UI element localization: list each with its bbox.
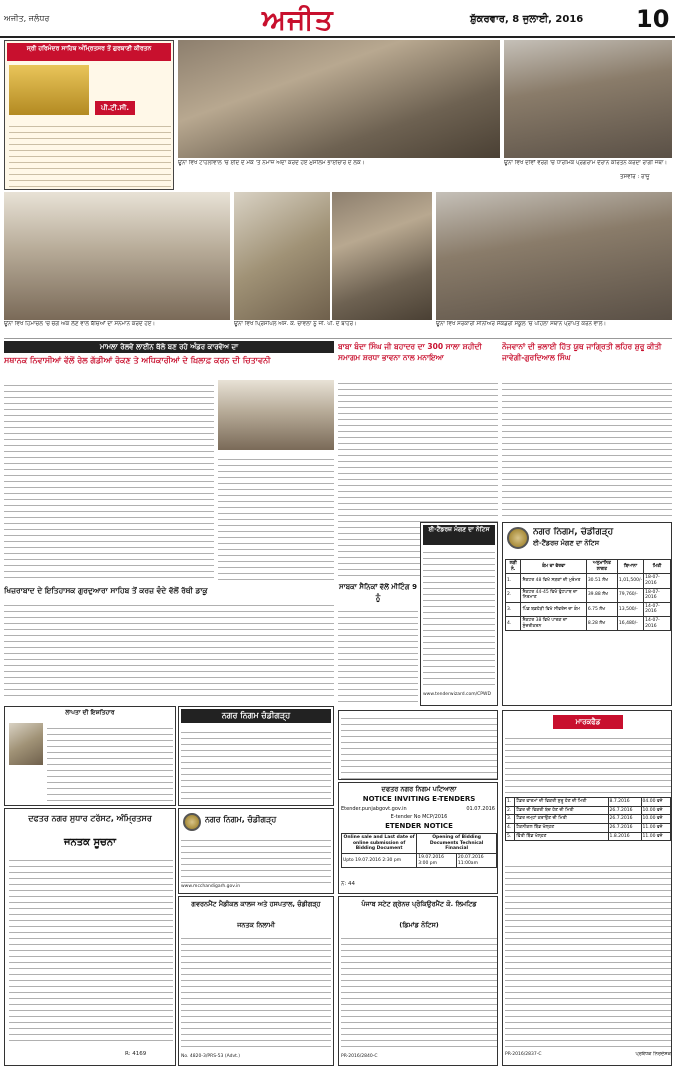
emblem-icon	[183, 813, 201, 831]
table-cell	[456, 853, 496, 867]
nagar-nigam-title: ਨਗਰ ਨਿਗਮ, ਚੰਡੀਗੜ੍ਹ	[533, 527, 614, 537]
table-cell	[417, 853, 457, 867]
article-3-headline: ਨੌਜਵਾਨਾਂ ਦੀ ਭਲਾਈ ਹਿੱਤ ਯੂਥ ਜਾਗ੍ਰਿਤੀ ਲਹਿਰ ਸ਼ੁਰੂ ਕੀਤੀ ਜਾਵੇਗੀ-ਗੁਰਦਿਆਲ ਸਿੰਘ	[502, 342, 662, 362]
medical-no: No. 4820-3/PRS-53 (Advt.)	[181, 1054, 241, 1059]
medical-sub: ਜਨਤਕ ਨਿਲਾਮੀ	[237, 921, 275, 929]
misc-notice-body	[341, 713, 497, 779]
caption-kirtan: ਊਨਾ ਵਿਖੇ ਦੀਵਾਂ ਵਰਗ 'ਚ ਧਾਰਮਿਕ ਪ੍ਰੋਗਰਾਮ ਦੌਰਾਨ ਕੀਰਤਨ ਕਰਦਾ ਰਾਗੀ ਜਥਾ।	[504, 160, 668, 166]
photo-eid-namaz	[178, 40, 500, 158]
patiala-site: Etender.punjabgovt.gov.in	[341, 806, 407, 812]
page-number: 10	[636, 5, 670, 33]
table-row	[506, 588, 671, 602]
table-cell: 16,480/-	[617, 617, 643, 631]
table-row	[506, 798, 671, 807]
table-cell: 3.	[506, 602, 521, 616]
caption-students-1: ਊਨਾ ਵਿਖੇ ਹਿਮਾਚਲ 'ਚ ਚੰਗੇ ਅੰਕ ਲੈਣ ਵਾਲੇ ਬੱਚਿਆਂ ਦਾ ਸਨਮਾਨ ਕਰਦੇ ਹੋਏ।	[4, 321, 156, 327]
table-cell: 04.00 ਵਜੇ	[641, 798, 670, 807]
table-cell: 5.	[506, 832, 515, 841]
nagar-nigam-3-body	[181, 835, 331, 883]
article-1-kicker: ਮਾਮਲਾ ਰੇਲਵੇ ਲਾਈਨ ਥੱਲੇ ਬਣ ਰਹੇ ਅੰਡਰ ਕਾਰਵੇਅ ਦਾ	[4, 341, 334, 353]
table-cell: ਸੈਕਟਰ 38 ਵਿਖੇ ਪਾਰਕ ਦਾ ਸੁੰਦਰੀਕਰਨ	[521, 617, 586, 631]
cpwd-tender-web: www.tenderwizard.com/CPWD	[423, 692, 491, 697]
grains-ad	[338, 896, 498, 1066]
table-header-cell: ਲੜੀ ਨੰ.	[506, 560, 521, 574]
patiala-etender-ad	[338, 782, 498, 894]
patiala-ro: ਨੰ: 44	[341, 881, 356, 887]
table-header	[506, 560, 671, 574]
caption-eid-namaz: ਊਨਾ ਵਿਖੇ ਟਾਹਲੀਵਾਲ 'ਚ ਈਦ ਦੇ ਮੌਕੇ 'ਤੇ ਨਮਾਜ਼ ਅਦਾ ਕਰਦੇ ਹੋਏ ਮੁਸਲਿਮ ਭਾਈਚਾਰੇ ਦੇ ਲੋਕ।	[178, 160, 365, 166]
table-cell: 26.7.2016	[608, 823, 641, 832]
photo-meeting	[332, 192, 432, 320]
table-cell: 8.7.2016	[608, 798, 641, 807]
nagar-nigam-3-web: www.mcchandigarh.gov.in	[181, 884, 241, 889]
table-cell: 10.00 ਵਜੇ	[641, 806, 670, 815]
markfed-logo: ਮਾਰਕਫੈਡ	[553, 715, 623, 729]
patiala-time-1: 2:30 pm	[382, 857, 402, 863]
photo-principal	[234, 192, 330, 320]
table-cell: ਸੈਕਟਰ 44-45 ਵਿਖੇ ਫੁੱਟਪਾਥ ਦਾ ਨਿਰਮਾਣ	[521, 588, 586, 602]
patiala-no: E-tender No MCP/2016	[390, 814, 448, 820]
nagar-nigam-subtitle: ਈ-ਟੈਂਡਰਜ਼ ਮੰਗਣ ਦਾ ਨੋਟਿਸ	[533, 539, 600, 547]
table-cell: 39.88 ਲੱਖ	[586, 588, 617, 602]
patiala-date-1: 19.07.2016	[418, 854, 444, 860]
caption-kirtan-credit: ਤਸਵੀਰ : ਰਾਜੂ	[620, 174, 650, 180]
cpwd-tender-body	[423, 547, 495, 687]
janatak-suchna: ਜਨਤਕ ਸੂਚਨਾ	[64, 837, 116, 848]
markfed-sign: ਪ੍ਰਬੰਧਕ ਨਿਰਦੇਸ਼ਕ	[635, 1051, 671, 1057]
cpwd-tender-ad	[420, 522, 498, 706]
table-header	[342, 834, 497, 854]
table-row	[342, 853, 497, 867]
photo-school-toppers	[436, 192, 672, 320]
table-cell: ਸੈਕਟਰ 48 ਵਿਖੇ ਸੜਕਾਂ ਦੀ ਮੁਰੰਮਤ	[521, 574, 586, 588]
missing-body	[47, 723, 173, 803]
article-1-photo	[218, 380, 334, 450]
masthead-city: ਅਜੀਤ, ਜਲੰਧਰ	[4, 14, 50, 23]
markfed-ad	[502, 710, 672, 1066]
table-cell: 8.28 ਲੱਖ	[586, 617, 617, 631]
table-cell: 26.7.2016	[608, 806, 641, 815]
medical-body	[181, 933, 331, 1051]
cpwd-tender-title: ਈ-ਟੈਂਡਰਜ਼ ਮੰਗਣ ਦਾ ਨੋਟਿਸ	[423, 525, 495, 545]
table-cell: 2.	[506, 588, 521, 602]
nagar-nigam-2-ad	[178, 706, 334, 806]
table-header-cell: ਮਿਤੀ	[644, 560, 671, 574]
table-cell: ਵਿੱਤੀ ਬਿੱਡ ਖੋਲ੍ਹਣ	[515, 832, 608, 841]
markfed-table-wrap	[505, 797, 671, 857]
tender-table	[505, 559, 671, 631]
article-1-body	[4, 380, 214, 580]
table-cell: ਪਿੰਡ ਬਡਹੇੜੀ ਵਿਖੇ ਸੀਵਰੇਜ ਦਾ ਕੰਮ	[521, 602, 586, 616]
table-cell: 10.00 ਵਜੇ	[641, 815, 670, 824]
photo-students-1	[4, 192, 230, 320]
table-cell: 26.7.2016	[608, 815, 641, 824]
table-cell: ਟੈਂਡਰ ਫਾਰਮਾਂ ਦੀ ਵਿਕਰੀ ਸ਼ੁਰੂ ਹੋਣ ਦੀ ਮਿਤੀ	[515, 798, 608, 807]
table-cell: 18-07-2016	[644, 588, 671, 602]
patiala-table-wrap	[341, 833, 497, 873]
sudhar-trust-ad	[4, 808, 176, 1066]
table-header-cell: Online sale and Last date of online submission of Bidding Document	[342, 834, 417, 854]
table-cell: 2.	[506, 806, 515, 815]
table-row	[506, 574, 671, 588]
patiala-t2: 11:00am	[457, 860, 478, 866]
table-cell: 1,01,500/-	[617, 574, 643, 588]
table-cell: 1.8.2016	[608, 832, 641, 841]
table-cell	[342, 853, 417, 867]
patiala-etender: ETENDER NOTICE	[385, 822, 453, 830]
article-2-headline: ਬਾਬਾ ਬੰਦਾ ਸਿੰਘ ਜੀ ਬਹਾਦਰ ਦਾ 300 ਸਾਲਾ ਸ਼ਹੀਦੀ ਸਮਾਗਮ ਸ਼ਰਧਾ ਭਾਵਨਾ ਨਾਲ ਮਨਾਇਆ	[338, 342, 482, 362]
caption-principal: ਊਨਾ ਵਿਖੇ ਪ੍ਰਿੰਸੀਪਲ ਐਸ. ਕੇ. ਚਾਵਲਾ ਨੂੰ ਜੀ. ਪੀ. ਦੇ ਬਾਹਰ।	[234, 321, 357, 327]
table-cell: 13,500/-	[617, 602, 643, 616]
tender-table-wrap	[505, 559, 671, 699]
table-row	[506, 806, 671, 815]
nagar-nigam-3-title: ਨਗਰ ਨਿਗਮ, ਚੰਡੀਗੜ੍ਹ	[205, 815, 277, 824]
table-cell: 1.	[506, 798, 515, 807]
table-cell: 4.	[506, 617, 521, 631]
table-row	[506, 602, 671, 616]
article-1-body-2	[218, 454, 334, 580]
caption-school-toppers: ਊਨਾ ਵਿਖੇ ਸਰਕਾਰੀ ਸੀਨੀਅਰ ਸੈਕੰਡਰੀ ਸਕੂਲ 'ਚ ਪਹਿਲਾ ਸਥਾਨ ਪ੍ਰਾਪਤ ਕਰਨ ਵਾਲੇ।	[436, 321, 607, 327]
table-cell: 30.51 ਲੱਖ	[586, 574, 617, 588]
markfed-pr: PR-2016/2837-C	[505, 1052, 542, 1057]
missing-person-photo	[9, 723, 43, 765]
golden-temple-image	[9, 65, 89, 115]
kirtan-channel: ਪੀ.ਟੀ.ਸੀ.	[95, 101, 135, 115]
table-cell: 11.00 ਵਜੇ	[641, 832, 670, 841]
grains-title: ਪੰਜਾਬ ਸਟੇਟ ਗ੍ਰੇਨਜ਼ ਪ੍ਰੋਕਿਉਰਮੈਂਟ ਕੋ. ਲਿਮਟਿਡ	[361, 900, 477, 908]
nagar-nigam-tender-ad	[502, 522, 672, 706]
table-header-cell: ਬਿਆਨਾ	[617, 560, 643, 574]
divider	[4, 338, 672, 339]
kirtan-ad-title: ਸ੍ਰੀ ਹਰਿਮੰਦਰ ਸਾਹਿਬ ਅੰਮ੍ਰਿਤਸਰ ਤੋਂ ਗੁਰਬਾਣੀ ਕੀਰਤਨ	[7, 43, 171, 61]
sudhar-rno: R: 4169	[125, 1051, 147, 1057]
table-cell: 18-07-2016	[644, 574, 671, 588]
patiala-date-2: 20.07.2016	[457, 854, 484, 860]
patiala-date: 01.07.2016	[466, 806, 495, 812]
article-3-body	[502, 378, 672, 518]
table-row	[506, 617, 671, 631]
medical-college-ad	[178, 896, 334, 1066]
nagar-nigam-3-ad	[178, 808, 334, 894]
table-cell: ਟੈਕਨੀਕਲ ਬਿੱਡ ਖੋਲ੍ਹਣ	[515, 823, 608, 832]
patiala-upto: Upto 19.07.2016	[343, 857, 381, 863]
grains-pr: PR-2016/2840-C	[341, 1054, 378, 1059]
sudhar-title: ਦਫਤਰ ਨਗਰ ਸੁਧਾਰ ਟਰੱਸਟ, ਅੰਮ੍ਰਿਤਸਰ	[28, 814, 152, 823]
misc-notice	[338, 710, 498, 780]
article-1-headline: ਸਥਾਨਕ ਨਿਵਾਸੀਆਂ ਵੱਲੋਂ ਰੇਲ ਗੱਡੀਆਂ ਰੋਕਣ ਤੇ ਅਧਿਕਾਰੀਆਂ ਦੇ ਖ਼ਿਲਾਫ਼ ਕਰਨ ਦੀ ਚਿਤਾਵਨੀ	[4, 356, 271, 365]
grains-body	[341, 933, 497, 1051]
table-cell: 79,760/-	[617, 588, 643, 602]
kirtan-ad-body	[9, 121, 171, 187]
patiala-notice: NOTICE INVITING E-TENDERS	[362, 795, 476, 803]
markfed-body-2	[505, 861, 671, 1047]
nagar-nigam-2-body	[181, 727, 331, 803]
article-5-headline: ਸਾਬਕਾ ਸੈਨਿਕਾਂ ਵੱਲੋਂ ਮੀਟਿੰਗ 9 ਨੂੰ	[339, 583, 417, 602]
patiala-table	[341, 833, 497, 868]
medical-title: ਗਵਰਨਮੈਂਟ ਮੈਡੀਕਲ ਕਾਲਜ ਅਤੇ ਹਸਪਤਾਲ, ਚੰਡੀਗੜ੍ਹ	[191, 900, 321, 908]
emblem-icon	[507, 527, 529, 549]
table-cell: 11.00 ਵਜੇ	[641, 823, 670, 832]
masthead	[0, 0, 675, 38]
masthead-date: ਸ਼ੁੱਕਰਵਾਰ, 8 ਜੁਲਾਈ, 2016	[470, 14, 584, 25]
patiala-title: ਦਫਤਰ ਨਗਰ ਨਿਗਮ ਪਟਿਆਲਾ	[381, 785, 457, 793]
missing-title: ਲਾਪਤਾ ਦੀ ਇਸ਼ਤਿਹਾਰ	[65, 709, 115, 716]
article-4-body	[4, 600, 334, 700]
markfed-table	[505, 797, 671, 841]
table-cell: 4.	[506, 823, 515, 832]
table-row	[506, 823, 671, 832]
table-cell: ਟੈਂਡਰ ਦੀ ਵਿਕਰੀ ਬੰਦ ਹੋਣ ਦੀ ਮਿਤੀ	[515, 806, 608, 815]
patiala-t1: 3:00 pm	[418, 860, 438, 866]
table-header-cell: ਕੰਮ ਦਾ ਵੇਰਵਾ	[521, 560, 586, 574]
missing-person-ad	[4, 706, 176, 806]
table-cell: 6.75 ਲੱਖ	[586, 602, 617, 616]
article-5-body	[338, 606, 418, 706]
table-cell: 14-07-2016	[644, 617, 671, 631]
nagar-nigam-2-title: ਨਗਰ ਨਿਗਮ ਚੰਡੀਗੜ੍ਹ	[181, 709, 331, 723]
newspaper-logo: ਅਜੀਤ	[262, 3, 334, 36]
table-row	[506, 815, 671, 824]
table-cell: 14-07-2016	[644, 602, 671, 616]
grains-sub: (ਡਿਮਾਂਡ ਨੋਟਿਸ)	[399, 921, 439, 929]
article-4-headline: ਖਿਜ਼ਰਾਬਾਦ ਦੇ ਇਤਿਹਾਸਕ ਗੁਰਦੁਆਰਾ ਸਾਹਿਬ ਤੋਂ ਕਰਜ਼ ਵੰਦੇ ਵੱਲੋਂ ਰੱਥੀ ਡਾਕੂ	[4, 586, 208, 595]
table-cell: 3.	[506, 815, 515, 824]
photo-kirtan	[504, 40, 672, 158]
table-row	[506, 832, 671, 841]
table-header-cell: Opening of Bidding Documents Technical Financial	[417, 834, 497, 854]
table-header-cell: ਅਨੁਮਾਨਿਤ ਲਾਗਤ	[586, 560, 617, 574]
table-cell: 1.	[506, 574, 521, 588]
kirtan-ad	[4, 40, 174, 190]
table-cell: ਟੈਂਡਰ ਜਮ੍ਹਾਂ ਕਰਾਉਣ ਦੀ ਮਿਤੀ	[515, 815, 608, 824]
sudhar-body	[9, 855, 173, 1045]
markfed-body	[505, 733, 671, 793]
